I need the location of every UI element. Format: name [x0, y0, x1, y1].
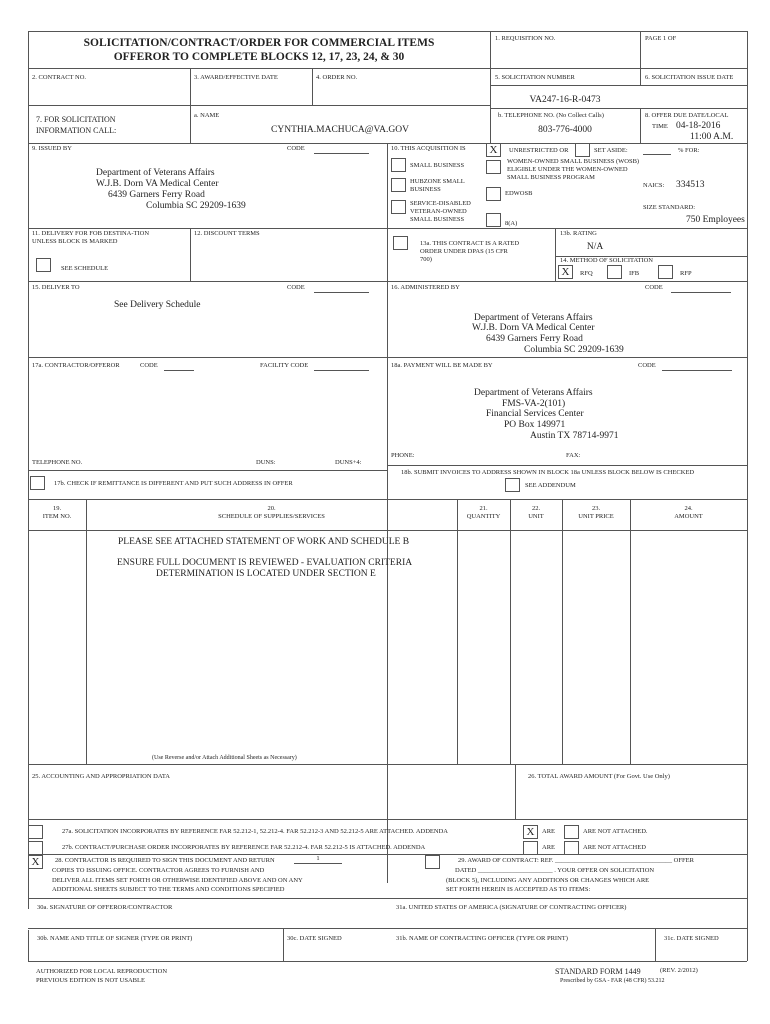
set-aside-checkbox[interactable]	[575, 143, 590, 157]
naics-value: 334513	[676, 180, 705, 190]
col-21-number: 21.	[479, 505, 488, 512]
percent-for-label: % FOR:	[678, 147, 700, 154]
unrestricted-label: UNRESTRICTED OR	[509, 147, 569, 154]
contractor-code-label: CODE	[140, 362, 158, 369]
phone-label: PHONE:	[391, 452, 415, 459]
admin-line-2: W.J.B. Dorn VA Medical Center	[472, 323, 595, 333]
form-revision: (REV. 2/2012)	[660, 967, 698, 974]
hubzone-checkbox[interactable]	[391, 178, 406, 192]
issued-by-line-3: 6439 Garners Ferry Road	[108, 190, 205, 200]
fax-label: FAX:	[566, 452, 581, 459]
set-aside-label: SET ASIDE:	[594, 147, 628, 154]
deliver-to-code-label: CODE	[287, 284, 305, 291]
solicitation-info-label: 7. FOR SOLICITATION	[36, 115, 116, 124]
eight-a-label: 8(A)	[505, 220, 518, 227]
award-date-label: 3. AWARD/EFFECTIVE DATE	[194, 74, 278, 81]
form-title-line-1: SOLICITATION/CONTRACT/ORDER FOR COMMERCIAL ITEMS	[83, 37, 435, 49]
col-23-number: 23.	[591, 505, 601, 512]
offer-due-date: 04-18-2016	[676, 121, 721, 131]
eight-a-checkbox[interactable]	[486, 213, 501, 227]
form-title-line-2: OFFEROR TO COMPLETE BLOCKS 12, 17, 23, 24, & 30	[113, 51, 405, 63]
issued-by-line-1: Department of Veterans Affairs	[96, 168, 215, 178]
col-unit: UNIT	[528, 513, 544, 520]
signature-officer-label: 31a. UNITED STATES OF AMERICA (SIGNATURE OF CONTRACTING OFFICER)	[396, 904, 627, 911]
29-line-4: SET FORTH HEREIN IS ACCEPTED AS TO ITEMS:	[446, 886, 591, 893]
col-amount: AMOUNT	[674, 513, 703, 520]
requisition-number-label: 1. REQUISITION NO.	[495, 35, 556, 42]
27a-are-not-checkbox[interactable]	[564, 825, 579, 839]
27a-are-checkbox[interactable]: X	[523, 825, 538, 839]
29-checkbox[interactable]	[425, 855, 440, 869]
27b-checkbox[interactable]	[28, 841, 43, 855]
27a-text: 27a. SOLICITATION INCORPORATES BY REFERENCE FAR 52.212-1, 52.212-4. FAR 52.212-3 AND 52.212-5 ARE ATTACHED. ADDENDA	[62, 828, 448, 835]
signature-offeror-label: 30a. SIGNATURE OF OFFEROR/CONTRACTOR	[37, 904, 173, 911]
issue-date-label: 6. SOLICITATION ISSUE DATE	[645, 74, 734, 81]
col-24-number: 24.	[684, 505, 693, 512]
rfq-checkbox[interactable]: X	[558, 265, 573, 279]
offer-due-time: 11:00 A.M.	[690, 132, 734, 142]
wosb-label: WOMEN-OWNED SMALL BUSINESS (WOSB) ELIGIBLE UNDER THE WOMEN-OWNED SMALL BUSINESS PROGRAM	[507, 158, 640, 181]
hubzone-label: HUBZONE SMALL BUSINESS	[410, 178, 465, 193]
28-checkbox[interactable]: X	[28, 855, 43, 869]
edwosb-label: EDWOSB	[505, 190, 533, 197]
col-schedule: SCHEDULE OF SUPPLIES/SERVICES	[218, 513, 325, 520]
footer-reproduction: AUTHORIZED FOR LOCAL REPRODUCTION	[36, 968, 168, 975]
admin-line-3: 6439 Garners Ferry Road	[486, 334, 583, 344]
29-line-1: 29. AWARD OF CONTRACT: REF. ____________________________________ OFFER	[458, 857, 694, 864]
rating-label: 13b. RATING	[560, 230, 597, 237]
delivery-label: 11. DELIVERY FOR FOB DESTINA-TION UNLESS BLOCK IS MARKED	[32, 230, 150, 245]
sdvosb-checkbox[interactable]	[391, 200, 406, 214]
telephone-value: 803-776-4000	[538, 125, 592, 135]
see-schedule-label: SEE SCHEDULE	[61, 265, 109, 272]
27a-are-label: ARE	[542, 828, 555, 835]
col-20-number: 20.	[267, 505, 276, 512]
unrestricted-checkbox[interactable]: X	[486, 143, 501, 157]
remittance-label: 17b. CHECK IF REMITTANCE IS DIFFERENT AND PUT SUCH ADDRESS IN OFFER	[54, 480, 293, 487]
method-label: 14. METHOD OF SOLICITATION	[560, 257, 654, 264]
rfp-checkbox[interactable]	[658, 265, 673, 279]
schedule-text-2: ENSURE FULL DOCUMENT IS REVIEWED - EVALUATION CRITERIA	[117, 558, 413, 568]
payment-line-2: FMS-VA-2(101)	[502, 399, 566, 409]
28-line-3: DELIVER ALL ITEMS SET FORTH OR OTHERWISE IDENTIFIED ABOVE AND ON ANY	[52, 877, 303, 884]
payment-line-1: Department of Veterans Affairs	[474, 388, 593, 398]
rating-value: N/A	[586, 242, 604, 252]
solicitation-number-label: 5. SOLICITATION NUMBER	[495, 74, 575, 81]
27b-are-not-label: ARE NOT ATTACHED	[583, 844, 646, 851]
payment-label: 18a. PAYMENT WILL BE MADE BY	[391, 362, 493, 369]
footer-previous-edition: PREVIOUS EDITION IS NOT USABLE	[36, 977, 145, 984]
administered-code-label: CODE	[645, 284, 663, 291]
schedule-text-3: DETERMINATION IS LOCATED UNDER SECTION E	[156, 569, 376, 579]
28-copies: 1	[294, 855, 342, 864]
27b-are-not-checkbox[interactable]	[564, 841, 579, 855]
contact-email: CYNTHIA.MACHUCA@VA.GOV	[271, 125, 409, 135]
27a-are-not-label: ARE NOT ATTACHED.	[583, 828, 648, 835]
28-line-4: ADDITIONAL SHEETS SUBJECT TO THE TERMS AND CONDITIONS SPECIFIED	[52, 886, 285, 893]
deliver-to-value: See Delivery Schedule	[114, 300, 201, 310]
offer-due-label: 8. OFFER DUE DATE/LOCAL	[645, 112, 729, 119]
wosb-checkbox[interactable]	[486, 160, 501, 174]
officer-date-label: 31c. DATE SIGNED	[664, 935, 719, 942]
signer-date-label: 30c. DATE SIGNED	[287, 935, 342, 942]
col-item-no: ITEM NO.	[42, 513, 72, 520]
facility-code-label: FACILITY CODE	[260, 362, 309, 369]
size-standard-label: SIZE STANDARD:	[643, 204, 696, 211]
28-line-2: COPIES TO ISSUING OFFICE. CONTRACTOR AGREES TO FURNISH AND	[52, 867, 265, 874]
addendum-label: SEE ADDENDUM	[525, 482, 576, 489]
see-schedule-checkbox[interactable]	[36, 258, 51, 272]
issued-by-label: 9. ISSUED BY	[32, 145, 72, 152]
admin-line-1: Department of Veterans Affairs	[474, 313, 593, 323]
signer-name-label: 30b. NAME AND TITLE OF SIGNER (TYPE OR PRINT)	[37, 935, 193, 942]
edwosb-checkbox[interactable]	[486, 187, 501, 201]
size-standard-value: 750 Employees	[686, 215, 745, 225]
solicitation-number-value: VA247-16-R-0473	[529, 95, 601, 105]
ifb-checkbox[interactable]	[607, 265, 622, 279]
27a-checkbox[interactable]	[28, 825, 43, 839]
payment-line-5: Austin TX 78714-9971	[530, 431, 619, 441]
officer-name-label: 31b. NAME OF CONTRACTING OFFICER (TYPE OR PRINT)	[396, 935, 568, 942]
rated-order-checkbox[interactable]	[393, 236, 408, 250]
payment-line-4: PO Box 149971	[504, 420, 566, 430]
sdvosb-label: SERVICE-DISABLED VETERAN-OWNED SMALL BUSINESS	[410, 200, 471, 223]
issued-by-line-4: Columbia SC 29209-1639	[146, 201, 246, 211]
ifb-label: IFB	[629, 270, 640, 277]
contract-number-label: 2. CONTRACT NO.	[32, 74, 87, 81]
standard-form-number: STANDARD FORM 1449	[555, 967, 641, 976]
name-label: a. NAME	[194, 112, 220, 119]
27b-are-checkbox[interactable]	[523, 841, 538, 855]
29-line-2: DATED _______________________ . YOUR OFFER ON SOLICITATION	[455, 867, 655, 874]
payment-code-label: CODE	[638, 362, 656, 369]
issued-by-code-label: CODE	[287, 145, 305, 152]
28-line-1: 28. CONTRACTOR IS REQUIRED TO SIGN THIS DOCUMENT AND RETURN	[55, 857, 275, 864]
addendum-checkbox[interactable]	[505, 478, 520, 492]
27b-text: 27b. CONTRACT/PURCHASE ORDER INCORPORATES BY REFERENCE FAR 52.212-4. FAR 52.212-5 IS ATTACHED. ADDENDA	[62, 844, 426, 851]
naics-label: NAICS:	[643, 182, 665, 189]
col-22-number: 22.	[531, 505, 541, 512]
rated-order-label: 13a. THIS CONTRACT IS A RATED ORDER UNDER DPAS (15 CFR 700)	[420, 240, 520, 263]
rfq-label: RFQ	[580, 270, 593, 277]
issued-by-line-2: W.J.B. Dorn VA Medical Center	[96, 179, 219, 189]
prescribed-by: Prescribed by GSA - FAR (48 CFR) 53.212	[560, 978, 665, 984]
col-19-number: 19.	[52, 505, 62, 512]
29-line-3: (BLOCK 5), INCLUDING ANY ADDITIONS OR CHANGES WHICH ARE	[446, 877, 650, 884]
payment-line-3: Financial Services Center	[486, 409, 584, 419]
col-unit-price: UNIT PRICE	[578, 513, 614, 520]
duns4-label: DUNS+4:	[335, 459, 362, 466]
schedule-text-1: PLEASE SEE ATTACHED STATEMENT OF WORK AND SCHEDULE B	[118, 537, 410, 547]
submit-invoices-label: 18b. SUBMIT INVOICES TO ADDRESS SHOWN IN BLOCK 18a UNLESS BLOCK BELOW IS CHECKED	[401, 469, 695, 476]
small-business-checkbox[interactable]	[391, 158, 406, 172]
27b-are-label: ARE	[542, 844, 555, 851]
page-label: PAGE 1 OF	[645, 35, 677, 42]
reverse-note: (Use Reverse and/or Attach Additional Sheets as Necessary)	[152, 755, 297, 761]
admin-line-4: Columbia SC 29209-1639	[524, 345, 624, 355]
remittance-checkbox[interactable]	[30, 476, 45, 490]
order-number-label: 4. ORDER NO.	[316, 74, 358, 81]
administered-by-label: 16. ADMINISTERED BY	[391, 284, 460, 291]
accounting-label: 25. ACCOUNTING AND APPROPRIATION DATA	[32, 773, 170, 780]
discount-terms-label: 12. DISCOUNT TERMS	[194, 230, 260, 237]
deliver-to-label: 15. DELIVER TO	[32, 284, 80, 291]
telephone-no-label: TELEPHONE NO.	[32, 459, 83, 466]
telephone-label: b. TELEPHONE NO. (No Collect Calls)	[498, 112, 604, 119]
contractor-label: 17a. CONTRACTOR/OFFEROR	[32, 362, 120, 369]
acquisition-label: 10. THIS ACQUISITION IS	[391, 145, 466, 152]
total-award-label: 26. TOTAL AWARD AMOUNT (For Govt. Use Only)	[528, 773, 670, 780]
rfp-label: RFP	[680, 270, 692, 277]
time-label: TIME	[652, 123, 668, 130]
information-call-label: INFORMATION CALL:	[36, 126, 117, 135]
duns-label: DUNS:	[256, 459, 276, 466]
small-business-label: SMALL BUSINESS	[410, 162, 465, 169]
col-quantity: QUANTITY	[466, 513, 501, 520]
